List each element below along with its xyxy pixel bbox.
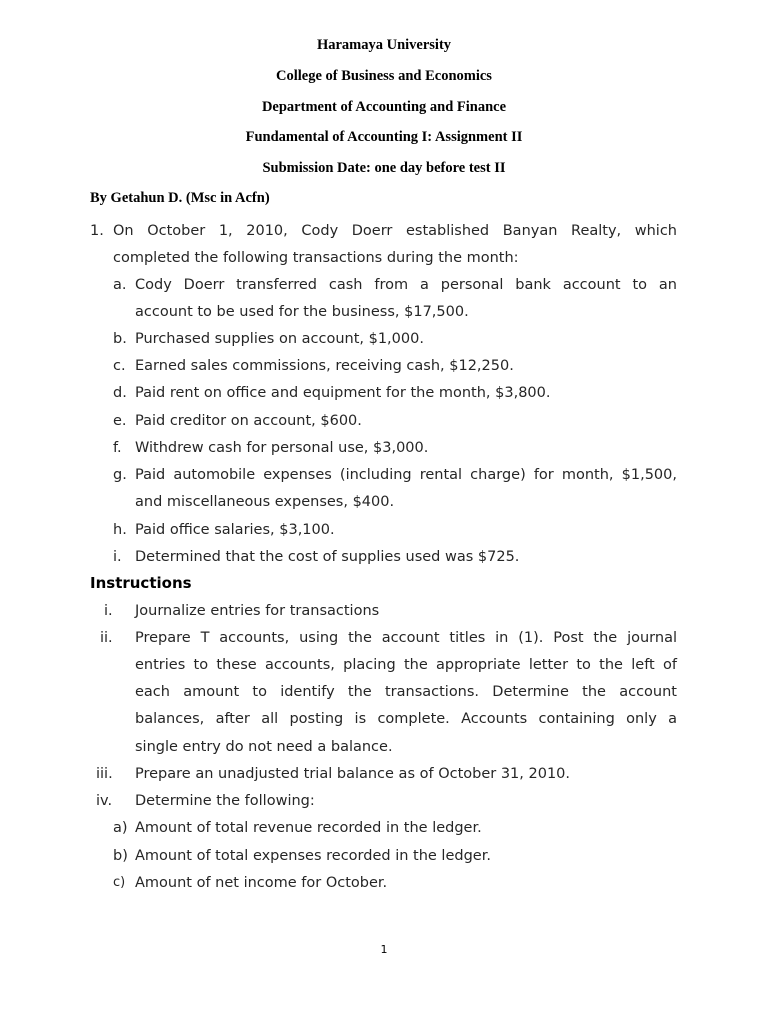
instruction-label: ii.	[100, 630, 113, 646]
instruction-text-cont: entries to these accounts, placing the appropriate letter to the left of	[135, 657, 677, 673]
item-text: Determined that the cost of supplies used was $725.	[135, 549, 520, 565]
item-text-cont: and miscellaneous expenses, $400.	[135, 494, 395, 510]
item-text: Withdrew cash for personal use, $3,000.	[135, 440, 429, 456]
subitem-text: Amount of total revenue recorded in the ledger.	[135, 820, 482, 836]
subitem-label: a)	[113, 820, 128, 836]
instruction-text: Prepare T accounts, using the account titles in (1). Post the journal	[135, 630, 677, 646]
item-label: c.	[113, 358, 126, 374]
item-label: i.	[113, 549, 122, 565]
question-number: 1.	[90, 223, 104, 239]
item-text: Paid rent on office and equipment for the month, $3,800.	[135, 385, 551, 401]
college-title: College of Business and Economics	[276, 68, 492, 84]
question-line-1: On October 1, 2010, Cody Doerr established Banyan Realty, which	[113, 223, 677, 239]
instruction-label: i.	[104, 603, 113, 619]
item-text: Purchased supplies on account, $1,000.	[135, 331, 424, 347]
item-text: Paid creditor on account, $600.	[135, 413, 362, 429]
item-text: Cody Doerr transferred cash from a personal bank account to an	[135, 277, 677, 293]
assignment-title: Fundamental of Accounting I: Assignment II	[245, 129, 523, 145]
item-label: b.	[113, 331, 127, 347]
subitem-label: b)	[113, 848, 128, 864]
instruction-text-cont: each amount to identify the transactions. Determine the account	[135, 684, 677, 700]
item-label: e.	[113, 413, 127, 429]
instruction-text-cont: single entry do not need a balance.	[135, 739, 393, 755]
item-text: Paid office salaries, $3,100.	[135, 522, 335, 538]
item-label: h.	[113, 522, 127, 538]
submission-date: Submission Date: one day before test II	[262, 160, 506, 176]
item-label: a.	[113, 277, 127, 293]
instruction-text: Prepare an unadjusted trial balance as of October 31, 2010.	[135, 766, 571, 782]
item-text: Earned sales commissions, receiving cash, $12,250.	[135, 358, 514, 374]
item-label: d.	[113, 385, 127, 401]
author-line: By Getahun D. (Msc in Acfn)	[90, 190, 270, 206]
item-label: g.	[113, 467, 127, 483]
item-label: f.	[113, 440, 122, 456]
question-line-2: completed the following transactions during the month:	[113, 250, 519, 266]
page-number: 1	[380, 943, 388, 956]
instruction-text: Determine the following:	[135, 793, 315, 809]
subitem-text: Amount of net income for October.	[135, 875, 388, 891]
university-title: Haramaya University	[316, 37, 452, 53]
subitem-label: c)	[113, 875, 126, 890]
instruction-label: iii.	[96, 766, 113, 782]
instruction-text: Journalize entries for transactions	[135, 603, 380, 619]
instructions-heading: Instructions	[90, 574, 192, 592]
department-title: Department of Accounting and Finance	[261, 99, 507, 115]
item-text-cont: account to be used for the business, $17,500.	[135, 304, 469, 320]
item-text: Paid automobile expenses (including rental charge) for month, $1,500,	[135, 467, 677, 483]
subitem-text: Amount of total expenses recorded in the ledger.	[135, 848, 491, 864]
instruction-label: iv.	[96, 793, 113, 809]
instruction-text-cont: balances, after all posting is complete. Accounts containing only a	[135, 711, 677, 727]
